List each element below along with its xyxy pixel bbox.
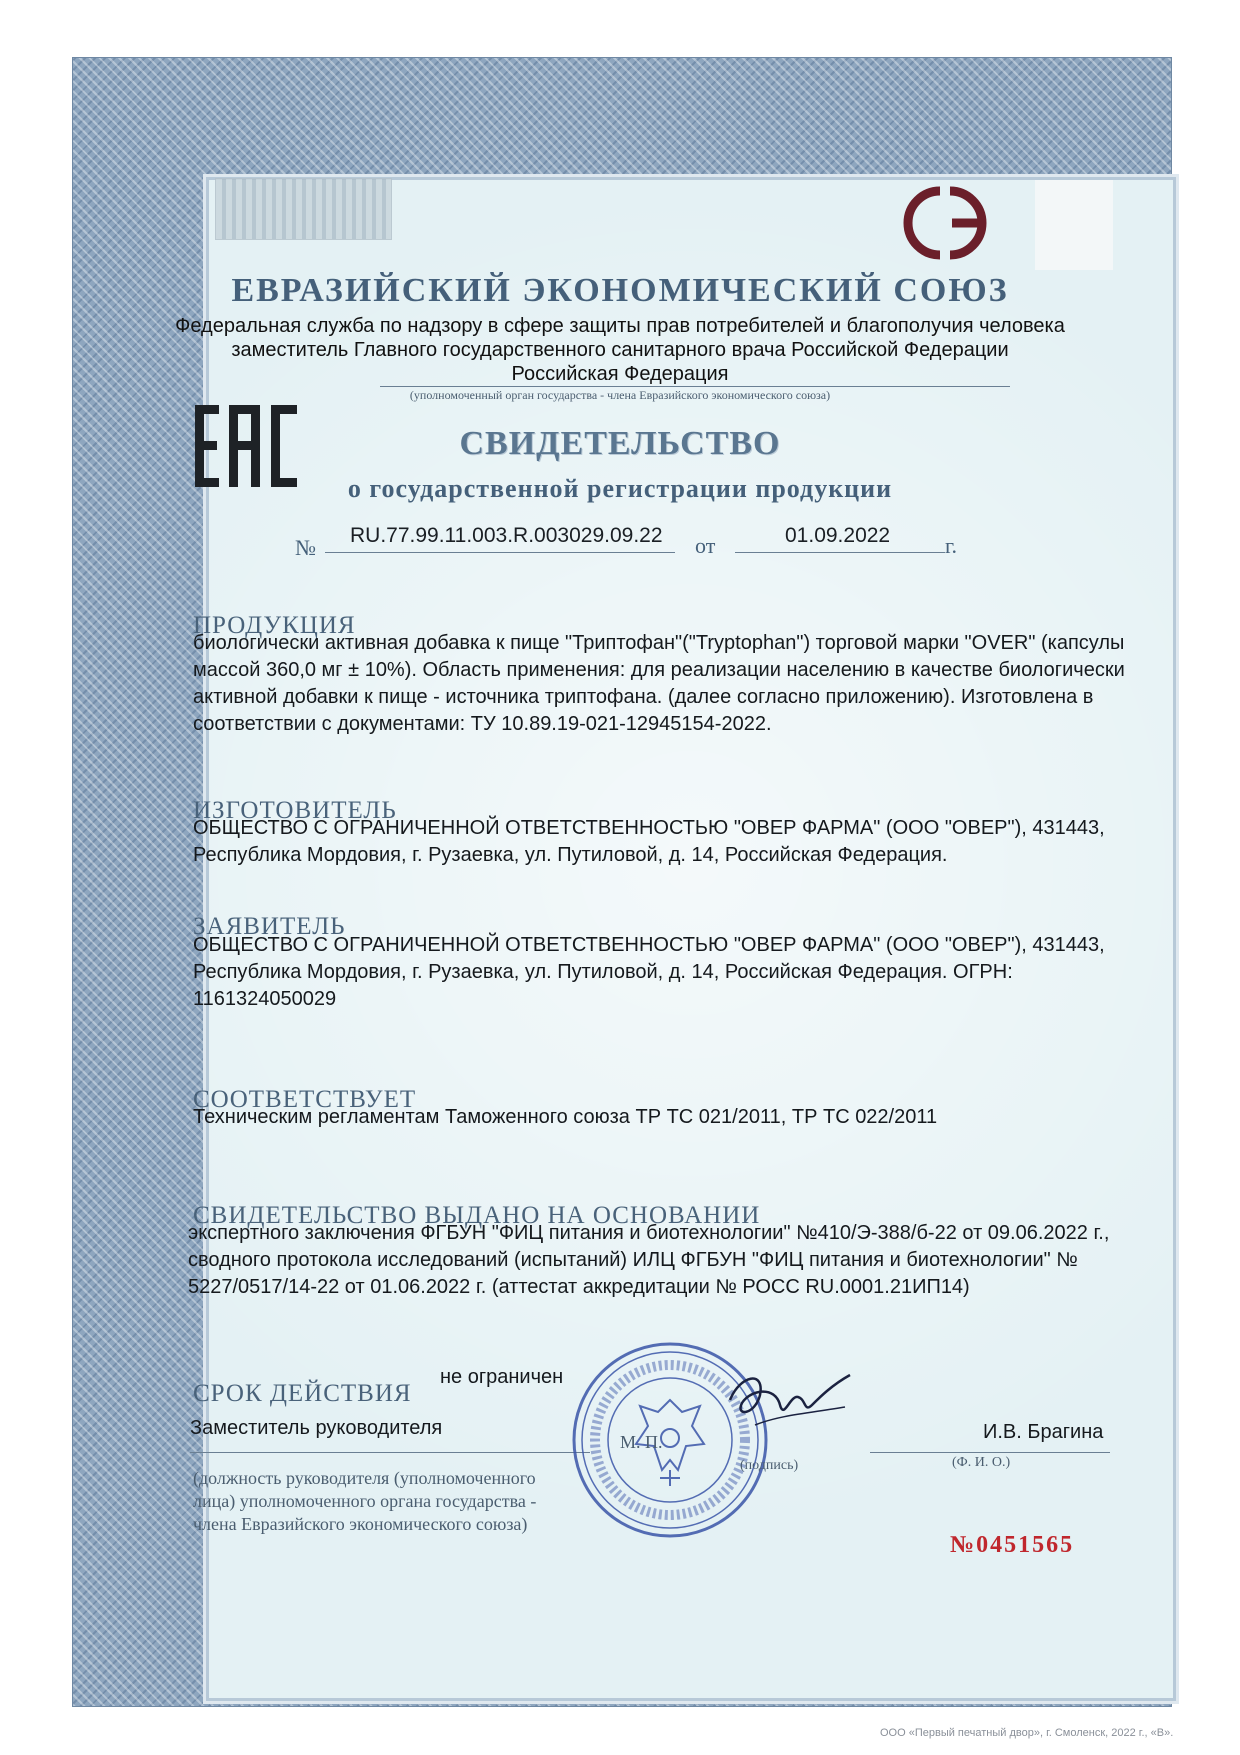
applicant-line: ОБЩЕСТВО С ОГРАНИЧЕННОЙ ОТВЕТСТВЕННОСТЬЮ "ОВЕР ФАРМА" (ООО "ОВЕР"), 431443, [193, 934, 1105, 956]
validity-value: не ограничен [440, 1366, 564, 1388]
authority-line3: Российская Федерация [511, 363, 729, 385]
fio-caption: (Ф. И. О.) [952, 1455, 1011, 1470]
product-line: массой 360,0 мг ± 10%). Область применения: для реализации населению в качестве биологически [193, 659, 1125, 681]
basis-line: сводного протокола исследований (испытаний) ИЛЦ ФГБУН "ФИЦ питания и биотехнологии" № [188, 1249, 1078, 1271]
product-text [193, 630, 1143, 738]
product-line: биологически активная добавка к пище "Триптофан"("Tryptophan") торговой марки "OVER" (капсулы [193, 632, 1125, 654]
manufacturer-line: Республика Мордовия, г. Рузаевка, ул. Путиловой, д. 14, Российская Федерация. [193, 844, 948, 866]
certificate-date: 01.09.2022 [785, 524, 891, 547]
authority-caption: (уполномоченный орган государства - члена Евразийского экономического союза) [409, 388, 831, 402]
applicant-line: Республика Мордовия, г. Рузаевка, ул. Путиловой, д. 14, Российская Федерация. ОГРН: [193, 961, 1013, 983]
authority-line1: Федеральная служба по надзору в сфере защиты прав потребителей и благополучия человека [175, 315, 1065, 337]
signatory-position: Заместитель руководителя [190, 1417, 443, 1439]
union-title: ЕВРАЗИЙСКИЙ ЭКОНОМИЧЕСКИЙ СОЮЗ [231, 272, 1009, 309]
number-underline [325, 552, 675, 553]
hologram-strip [215, 178, 392, 240]
conformity-text [193, 1104, 1143, 1131]
printer-note: ООО «Первый печатный двор», г. Смоленск, 2022 г., «В». [880, 1727, 1174, 1739]
form-number: №0451565 [950, 1532, 1075, 1558]
basis-line: экспертного заключения ФГБУН "ФИЦ питания и биотехнологии" №410/Э-388/б-22 от 09.06.2022 г., [188, 1222, 1110, 1244]
conformity-line: Техническим регламентам Таможенного союза ТР ТС 021/2011, ТР ТС 022/2011 [193, 1106, 938, 1128]
validity-label: СРОК ДЕЙСТВИЯ [193, 1380, 412, 1407]
manufacturer-text [193, 815, 1143, 869]
basis-line: 5227/0517/14-22 от 01.06.2022 г. (аттестат аккредитации № РОСС RU.0001.21ИП14) [188, 1276, 970, 1298]
conformity-sign-icon [890, 183, 1000, 263]
fio-underline [870, 1452, 1110, 1453]
product-label: ПРОДУКЦИЯ [193, 612, 356, 639]
signature-caption: (подпись) [740, 1458, 799, 1473]
number-prefix: № [295, 535, 316, 560]
authority-underline [380, 386, 1010, 387]
blank-patch [1035, 180, 1113, 270]
date-underline [735, 552, 945, 553]
manufacturer-label: ИЗГОТОВИТЕЛЬ [193, 797, 397, 824]
position-caption-line: члена Евразийского экономического союза) [193, 1514, 528, 1534]
applicant-label: ЗАЯВИТЕЛЬ [193, 913, 346, 940]
product-line: активной добавки к пище - источника триптофана. (далее согласно приложению). Изготовлена в [193, 686, 1094, 708]
position-caption-line: (должность руководителя (уполномоченного [193, 1468, 536, 1488]
certificate-number: RU.77.99.11.003.R.003029.09.22 [350, 524, 663, 547]
signatory-name: И.В. Брагина [983, 1421, 1104, 1443]
authority-line2: заместитель Главного государственного санитарного врача Российской Федерации [231, 339, 1009, 361]
conformity-label: СООТВЕТСТВУЕТ [193, 1086, 417, 1113]
signature-icon [720, 1355, 860, 1440]
basis-text [188, 1220, 1143, 1301]
date-suffix: г. [945, 533, 958, 558]
manufacturer-line: ОБЩЕСТВО С ОГРАНИЧЕННОЙ ОТВЕТСТВЕННОСТЬЮ "ОВЕР ФАРМА" (ООО "ОВЕР"), 431443, [193, 817, 1105, 839]
applicant-text [193, 932, 1143, 1013]
mp-label: М. П. [620, 1432, 663, 1452]
position-caption [193, 1467, 536, 1536]
position-caption-line: лица) уполномоченного органа государства - [193, 1491, 537, 1511]
position-underline [190, 1452, 590, 1453]
date-prefix: от [695, 533, 716, 558]
document-title: СВИДЕТЕЛЬСТВО [459, 425, 781, 462]
applicant-line: 1161324050029 [193, 988, 337, 1010]
product-line: соответствии с документами: ТУ 10.89.19-021-12945154-2022. [193, 713, 772, 735]
document-subtitle: о государственной регистрации продукции [347, 474, 893, 503]
basis-label: СВИДЕТЕЛЬСТВО ВЫДАНО НА ОСНОВАНИИ [193, 1202, 761, 1229]
